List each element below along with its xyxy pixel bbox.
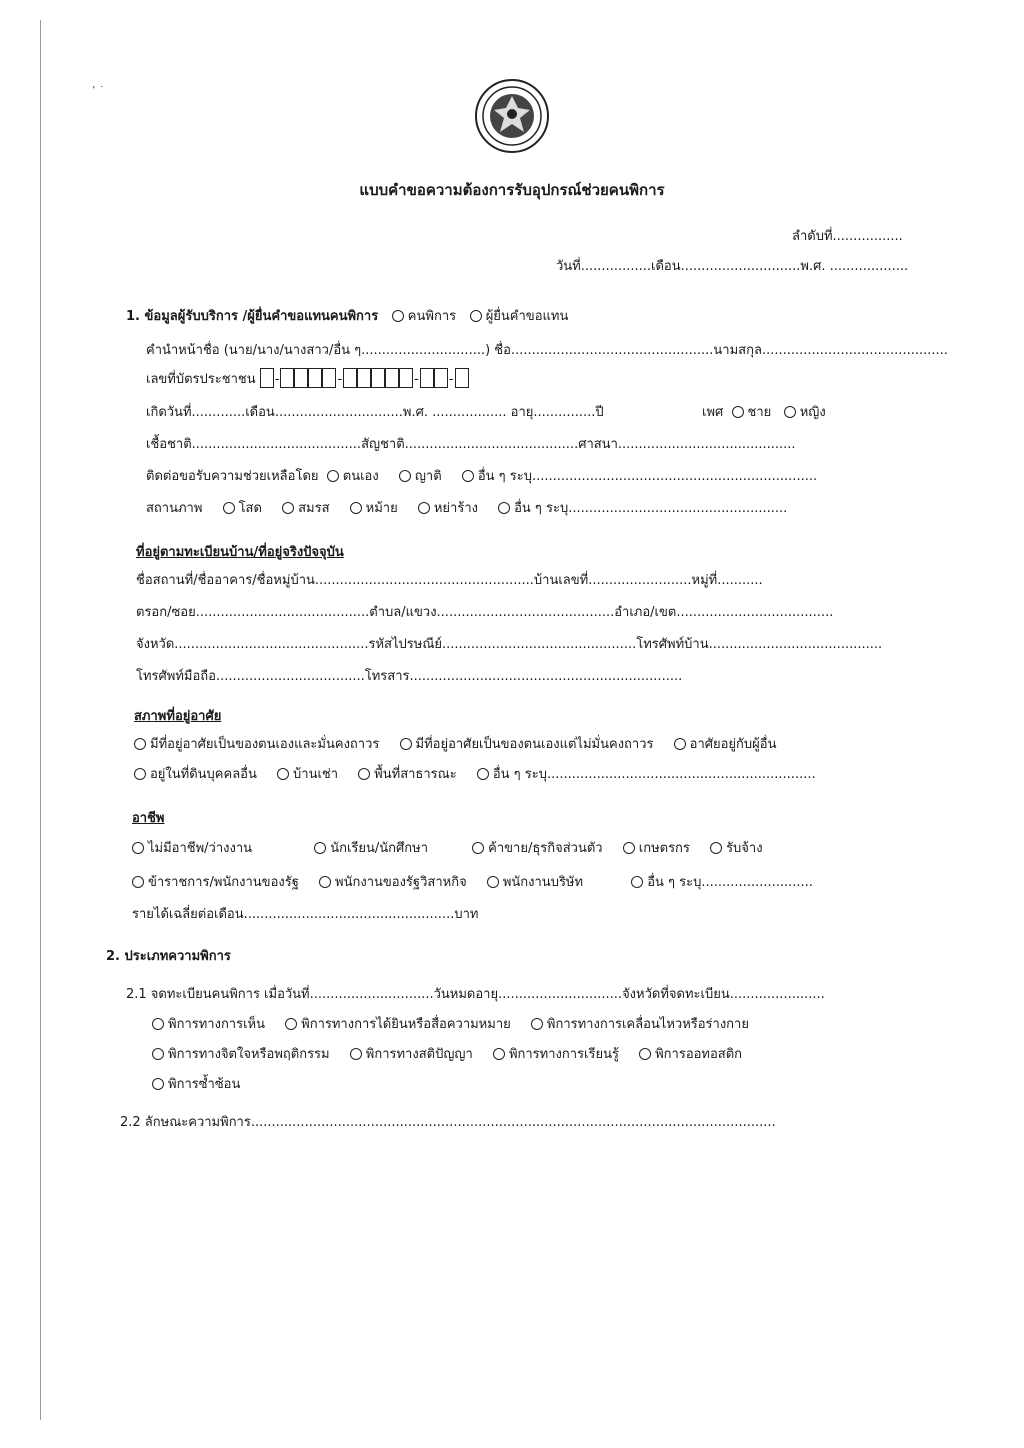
radio-occ-other-label: อื่น ๆ ระบุ...........................: [647, 875, 813, 890]
date-field[interactable]: วันที่.................เดือน.............................พ.ศ. ...................: [556, 259, 909, 274]
radio-occ-business[interactable]: [472, 842, 484, 854]
radio-occ-employee[interactable]: [710, 842, 722, 854]
radio-occ-farmer-label: เกษตรกร: [638, 841, 690, 856]
radio-status-divorced-label: หย่าร้าง: [433, 501, 478, 516]
radio-housing-own-stable[interactable]: [134, 738, 146, 750]
radio-housing-other[interactable]: [477, 768, 489, 780]
scan-edge: [40, 20, 41, 1420]
radio-occ-state-enterprise[interactable]: [319, 876, 331, 888]
address-line-1[interactable]: ชื่อสถานที่/ชื่ออาคาร/ชื่อหมู่บ้าน.....................................................บ้านเลขที่.........................หมู่ที่...........: [136, 573, 763, 588]
id-card-input[interactable]: - - - -: [260, 372, 469, 387]
radio-proxy-applicant-label: ผู้ยื่นคำขอแทน: [485, 309, 569, 324]
housing-row-1: [134, 736, 776, 754]
radio-status-married-label: สมรส: [298, 501, 330, 516]
radio-contact-self[interactable]: [327, 470, 339, 482]
section-1-heading: [126, 308, 568, 326]
radio-housing-public[interactable]: [358, 768, 370, 780]
address-line-3[interactable]: จังหวัด...............................................รหัสไปรษณีย์...............................................โทรศัพท์บ้าน..........................................: [136, 637, 883, 652]
radio-occ-farmer[interactable]: [623, 842, 635, 854]
address-line-2[interactable]: ตรอก/ซอย..........................................ตำบล/แขวง...........................................อำเภอ/เขต......................................: [136, 605, 834, 620]
birth-date-field[interactable]: เกิดวันที่.............เดือน...............................พ.ศ. .................. อายุ...............ปี: [146, 405, 604, 420]
name-field-line[interactable]: คำนำหน้าชื่อ (นาย/นาง/นางสาว/อื่น ๆ..............................) ชื่อ.................................................นามสกุล.............................................: [146, 343, 948, 358]
radio-dis-hearing-label: พิการทางการได้ยินหรือสื่อความหมาย: [301, 1017, 511, 1032]
radio-dis-learning[interactable]: [493, 1048, 505, 1060]
radio-dis-autism[interactable]: [639, 1048, 651, 1060]
radio-dis-visual-label: พิการทางการเห็น: [168, 1017, 265, 1032]
radio-status-single-label: โสด: [238, 501, 262, 516]
radio-occ-employee-label: รับจ้าง: [726, 841, 763, 856]
occupation-heading: อาชีพ: [132, 811, 165, 826]
radio-occ-state-enterprise-label: พนักงานของรัฐวิสาหกิจ: [335, 875, 467, 890]
status-row: [146, 500, 787, 518]
radio-disabled-person[interactable]: [392, 310, 404, 322]
occupation-row-1: [132, 840, 763, 858]
form-title: แบบคำขอความต้องการรับอุปกรณ์ช่วยคนพิการ: [359, 181, 665, 199]
id-card-label: เลขที่บัตรประชาชน: [146, 372, 256, 387]
radio-contact-relative-label: ญาติ: [414, 469, 442, 484]
id-card-row: [146, 368, 469, 389]
radio-contact-relative[interactable]: [399, 470, 411, 482]
housing-heading: สภาพที่อยู่อาศัย: [134, 709, 222, 724]
radio-housing-rent[interactable]: [277, 768, 289, 780]
radio-status-widowed[interactable]: [350, 502, 362, 514]
sex-row: [702, 404, 826, 422]
radio-dis-visual[interactable]: [152, 1018, 164, 1030]
radio-occ-student[interactable]: [314, 842, 326, 854]
radio-dis-multiple-label: พิการซ้ำซ้อน: [168, 1077, 241, 1092]
disability-type-row-1: [152, 1016, 749, 1034]
radio-status-married[interactable]: [282, 502, 294, 514]
radio-housing-own-unstable[interactable]: [400, 738, 412, 750]
radio-occ-business-label: ค้าขาย/ธุรกิจส่วนตัว: [488, 841, 603, 856]
disability-type-row-3: [152, 1076, 240, 1094]
radio-status-divorced[interactable]: [418, 502, 430, 514]
scan-speck: ʼ ˙: [92, 84, 105, 97]
radio-sex-female-label: หญิง: [799, 405, 826, 420]
radio-sex-male[interactable]: [732, 406, 744, 418]
radio-housing-other-label: อื่น ๆ ระบุ.................................................................: [492, 767, 816, 782]
radio-dis-intellectual[interactable]: [350, 1048, 362, 1060]
disability-characteristics-field[interactable]: 2.2 ลักษณะความพิการ...............................................................................................................................: [120, 1115, 776, 1130]
radio-housing-with-others-label: อาศัยอยู่กับผู้อื่น: [689, 737, 777, 752]
radio-dis-mental[interactable]: [152, 1048, 164, 1060]
radio-occ-other[interactable]: [631, 876, 643, 888]
radio-housing-public-label: พื้นที่สาธารณะ: [374, 767, 457, 782]
contact-row: [146, 468, 817, 486]
radio-sex-male-label: ชาย: [747, 405, 772, 420]
disability-type-row-2: [152, 1046, 742, 1064]
section-2-heading: 2. ประเภทความพิการ: [106, 949, 231, 964]
radio-dis-mental-label: พิการทางจิตใจหรือพฤติกรรม: [168, 1047, 330, 1062]
status-label: สถานภาพ: [146, 501, 203, 516]
radio-occ-civil-servant[interactable]: [132, 876, 144, 888]
section-1-title: 1. ข้อมูลผู้รับบริการ /ผู้ยื่นคำขอแทนคนพิการ: [126, 309, 379, 324]
housing-row-2: [134, 766, 816, 784]
radio-status-other-label: อื่น ๆ ระบุ.....................................................: [514, 501, 788, 516]
radio-housing-own-unstable-label: มีที่อยู่อาศัยเป็นของตนเองแต่ไม่มั่นคงถาวร: [415, 737, 654, 752]
income-field[interactable]: รายได้เฉลี่ยต่อเดือน...................................................บาท: [132, 907, 479, 922]
radio-dis-physical-label: พิการทางการเคลื่อนไหวหรือร่างกาย: [546, 1017, 749, 1032]
radio-status-single[interactable]: [223, 502, 235, 514]
radio-housing-own-stable-label: มีที่อยู่อาศัยเป็นของตนเองและมั่นคงถาวร: [150, 737, 380, 752]
race-nationality-religion-field[interactable]: เชื้อชาติ.........................................สัญชาติ..........................................ศาสนา...........................................: [146, 437, 796, 452]
occupation-row-2: [132, 874, 813, 892]
address-line-4[interactable]: โทรศัพท์มือถือ....................................โทรสาร..................................................................: [136, 669, 683, 684]
garuda-seal-icon: [474, 78, 550, 154]
radio-status-widowed-label: หม้าย: [365, 501, 398, 516]
radio-housing-others-land[interactable]: [134, 768, 146, 780]
radio-housing-rent-label: บ้านเช่า: [293, 767, 339, 782]
radio-disabled-person-label: คนพิการ: [407, 309, 457, 324]
radio-occ-unemployed[interactable]: [132, 842, 144, 854]
radio-dis-physical[interactable]: [531, 1018, 543, 1030]
sequence-number-field[interactable]: ลำดับที่.................: [792, 229, 903, 244]
radio-contact-self-label: ตนเอง: [342, 469, 379, 484]
radio-contact-other[interactable]: [462, 470, 474, 482]
radio-dis-learning-label: พิการทางการเรียนรู้: [508, 1047, 619, 1062]
radio-housing-others-land-label: อยู่ในที่ดินบุคคลอื่น: [150, 767, 257, 782]
contact-label: ติดต่อขอรับความช่วยเหลือโดย: [146, 469, 319, 484]
radio-dis-hearing[interactable]: [285, 1018, 297, 1030]
radio-dis-autism-label: พิการออทอสติก: [655, 1047, 743, 1062]
radio-dis-intellectual-label: พิการทางสติปัญญา: [365, 1047, 473, 1062]
registration-date-field[interactable]: 2.1 จดทะเบียนคนพิการ เมื่อวันที่..............................วันหมดอายุ..............................จังหวัดที่จดทะเบียน.......................: [126, 987, 825, 1002]
radio-housing-with-others[interactable]: [674, 738, 686, 750]
sex-label: เพศ: [702, 405, 724, 420]
radio-status-other[interactable]: [498, 502, 510, 514]
radio-proxy-applicant[interactable]: [470, 310, 482, 322]
address-heading: ที่อยู่ตามทะเบียนบ้าน/ที่อยู่จริงปัจจุบัน: [136, 545, 344, 560]
radio-occ-civil-servant-label: ข้าราชการ/พนักงานของรัฐ: [148, 875, 299, 890]
radio-occ-unemployed-label: ไม่มีอาชีพ/ว่างงาน: [148, 841, 253, 856]
radio-occ-company-label: พนักงานบริษัท: [502, 875, 584, 890]
radio-occ-student-label: นักเรียน/นักศึกษา: [330, 841, 429, 856]
radio-sex-female[interactable]: [784, 406, 796, 418]
radio-dis-multiple[interactable]: [152, 1078, 164, 1090]
radio-contact-other-label: อื่น ๆ ระบุ.....................................................................: [477, 469, 818, 484]
radio-occ-company[interactable]: [487, 876, 499, 888]
